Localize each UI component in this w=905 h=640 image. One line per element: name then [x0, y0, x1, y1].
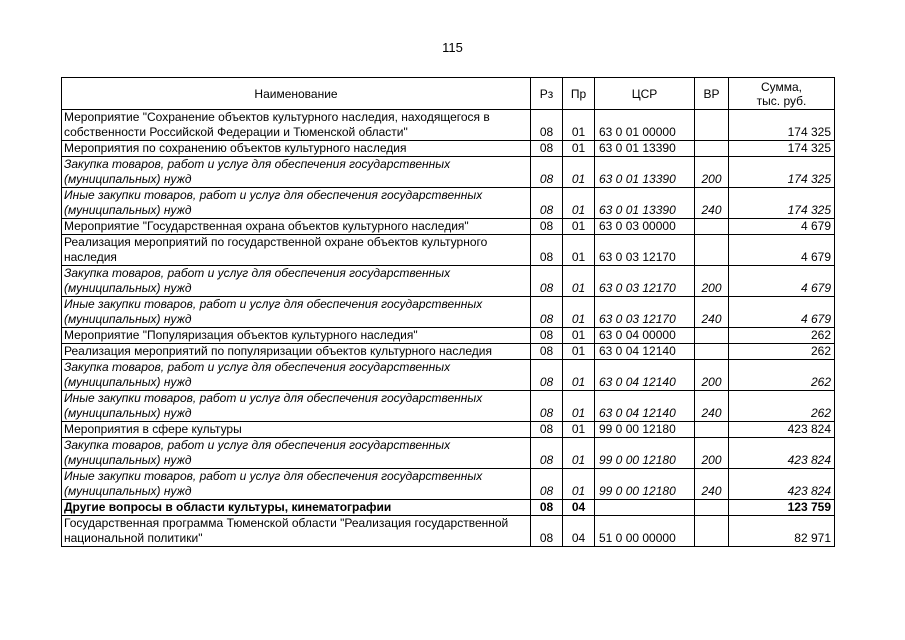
- cell-pr: 01: [563, 235, 595, 266]
- cell-name: Реализация мероприятий по популяризации объектов культурного наследия: [62, 344, 531, 360]
- cell-vr: 240: [695, 297, 729, 328]
- cell-csr: 63 0 01 13390: [595, 157, 695, 188]
- cell-vr: 240: [695, 391, 729, 422]
- cell-csr: 63 0 04 00000: [595, 328, 695, 344]
- cell-name: Закупка товаров, работ и услуг для обеспечения государственных (муниципальных) нужд: [62, 438, 531, 469]
- cell-csr: 63 0 03 12170: [595, 235, 695, 266]
- cell-rz: 08: [531, 438, 563, 469]
- cell-name: Другие вопросы в области культуры, кинематографии: [62, 500, 531, 516]
- header-vr: ВР: [695, 78, 729, 110]
- cell-name: Иные закупки товаров, работ и услуг для обеспечения государственных (муниципальных) нужд: [62, 469, 531, 500]
- cell-sum: 262: [729, 344, 835, 360]
- cell-csr: 63 0 01 13390: [595, 188, 695, 219]
- cell-sum: 4 679: [729, 297, 835, 328]
- cell-pr: 01: [563, 188, 595, 219]
- cell-sum: 4 679: [729, 235, 835, 266]
- cell-sum: 123 759: [729, 500, 835, 516]
- cell-rz: 08: [531, 188, 563, 219]
- cell-name: Закупка товаров, работ и услуг для обеспечения государственных (муниципальных) нужд: [62, 157, 531, 188]
- cell-vr: [695, 328, 729, 344]
- cell-vr: [695, 344, 729, 360]
- table-row: [62, 266, 835, 297]
- cell-vr: [695, 110, 729, 141]
- cell-rz: 08: [531, 235, 563, 266]
- cell-sum: 262: [729, 328, 835, 344]
- cell-pr: 01: [563, 157, 595, 188]
- cell-rz: 08: [531, 219, 563, 235]
- cell-sum: 174 325: [729, 157, 835, 188]
- cell-pr: 01: [563, 219, 595, 235]
- table-row: [62, 422, 835, 438]
- table-row: [62, 500, 835, 516]
- cell-csr: 99 0 00 12180: [595, 469, 695, 500]
- cell-csr: 63 0 04 12140: [595, 391, 695, 422]
- cell-sum: 262: [729, 391, 835, 422]
- table-row: [62, 157, 835, 188]
- table-row: [62, 219, 835, 235]
- cell-csr: 99 0 00 12180: [595, 422, 695, 438]
- cell-csr: 51 0 00 00000: [595, 516, 695, 547]
- cell-vr: [695, 219, 729, 235]
- cell-rz: 08: [531, 110, 563, 141]
- cell-sum: 4 679: [729, 219, 835, 235]
- cell-csr: 63 0 04 12140: [595, 344, 695, 360]
- cell-rz: 08: [531, 344, 563, 360]
- budget-table: [61, 77, 835, 547]
- cell-vr: 200: [695, 360, 729, 391]
- cell-sum: 262: [729, 360, 835, 391]
- cell-pr: 01: [563, 344, 595, 360]
- table-row: [62, 141, 835, 157]
- cell-pr: 01: [563, 422, 595, 438]
- cell-csr: 63 0 04 12140: [595, 360, 695, 391]
- table-row: [62, 328, 835, 344]
- cell-vr: [695, 235, 729, 266]
- cell-name: Государственная программа Тюменской области "Реализация государственной национальной политики": [62, 516, 531, 547]
- cell-sum: 423 824: [729, 438, 835, 469]
- cell-sum: 423 824: [729, 469, 835, 500]
- cell-name: Иные закупки товаров, работ и услуг для обеспечения государственных (муниципальных) нужд: [62, 391, 531, 422]
- cell-rz: 08: [531, 157, 563, 188]
- page-number: 115: [442, 40, 463, 55]
- cell-pr: 01: [563, 141, 595, 157]
- table-row: [62, 360, 835, 391]
- cell-rz: 08: [531, 297, 563, 328]
- cell-name: Закупка товаров, работ и услуг для обеспечения государственных (муниципальных) нужд: [62, 360, 531, 391]
- cell-csr: [595, 500, 695, 516]
- cell-name: Иные закупки товаров, работ и услуг для обеспечения государственных (муниципальных) нужд: [62, 188, 531, 219]
- table-row: [62, 516, 835, 547]
- header-name: Наименование: [62, 78, 531, 110]
- cell-name: Мероприятие "Государственная охрана объектов культурного наследия": [62, 219, 531, 235]
- cell-pr: 04: [563, 516, 595, 547]
- cell-pr: 01: [563, 328, 595, 344]
- cell-vr: [695, 141, 729, 157]
- cell-rz: 08: [531, 328, 563, 344]
- table-row: [62, 391, 835, 422]
- cell-vr: 240: [695, 469, 729, 500]
- table-row: [62, 235, 835, 266]
- cell-sum: 423 824: [729, 422, 835, 438]
- cell-pr: 01: [563, 360, 595, 391]
- cell-rz: 08: [531, 360, 563, 391]
- header-csr: ЦСР: [595, 78, 695, 110]
- header-rz: Рз: [531, 78, 563, 110]
- cell-sum: 82 971: [729, 516, 835, 547]
- cell-pr: 01: [563, 297, 595, 328]
- table-row: [62, 110, 835, 141]
- cell-rz: 08: [531, 391, 563, 422]
- cell-sum: 174 325: [729, 110, 835, 141]
- table-header-row: [62, 78, 835, 110]
- table-row: [62, 297, 835, 328]
- cell-vr: [695, 422, 729, 438]
- header-sum: Сумма, тыс. руб.: [729, 78, 835, 110]
- cell-rz: 08: [531, 141, 563, 157]
- cell-rz: 08: [531, 422, 563, 438]
- cell-csr: 63 0 03 00000: [595, 219, 695, 235]
- cell-csr: 63 0 03 12170: [595, 297, 695, 328]
- cell-csr: 63 0 01 00000: [595, 110, 695, 141]
- cell-rz: 08: [531, 266, 563, 297]
- table-row: [62, 188, 835, 219]
- cell-vr: [695, 500, 729, 516]
- cell-rz: 08: [531, 500, 563, 516]
- cell-sum: 174 325: [729, 141, 835, 157]
- cell-name: Мероприятие "Сохранение объектов культурного наследия, находящегося в собственности Российской Федерации и Тюменской области": [62, 110, 531, 141]
- cell-csr: 63 0 01 13390: [595, 141, 695, 157]
- cell-vr: 200: [695, 266, 729, 297]
- header-pr: Пр: [563, 78, 595, 110]
- cell-pr: 01: [563, 469, 595, 500]
- cell-name: Мероприятия в сфере культуры: [62, 422, 531, 438]
- cell-rz: 08: [531, 469, 563, 500]
- table-row: [62, 344, 835, 360]
- cell-pr: 04: [563, 500, 595, 516]
- cell-sum: 174 325: [729, 188, 835, 219]
- cell-name: Закупка товаров, работ и услуг для обеспечения государственных (муниципальных) нужд: [62, 266, 531, 297]
- cell-csr: 99 0 00 12180: [595, 438, 695, 469]
- cell-vr: 200: [695, 157, 729, 188]
- cell-vr: [695, 516, 729, 547]
- cell-name: Иные закупки товаров, работ и услуг для обеспечения государственных (муниципальных) нужд: [62, 297, 531, 328]
- cell-sum: 4 679: [729, 266, 835, 297]
- cell-pr: 01: [563, 266, 595, 297]
- table-row: [62, 469, 835, 500]
- table-row: [62, 438, 835, 469]
- cell-name: Мероприятие "Популяризация объектов культурного наследия": [62, 328, 531, 344]
- cell-name: Реализация мероприятий по государственной охране объектов культурного наследия: [62, 235, 531, 266]
- cell-name: Мероприятия по сохранению объектов культурного наследия: [62, 141, 531, 157]
- cell-csr: 63 0 03 12170: [595, 266, 695, 297]
- table-body: [62, 110, 835, 547]
- cell-pr: 01: [563, 438, 595, 469]
- cell-pr: 01: [563, 110, 595, 141]
- cell-rz: 08: [531, 516, 563, 547]
- cell-vr: 240: [695, 188, 729, 219]
- cell-pr: 01: [563, 391, 595, 422]
- cell-vr: 200: [695, 438, 729, 469]
